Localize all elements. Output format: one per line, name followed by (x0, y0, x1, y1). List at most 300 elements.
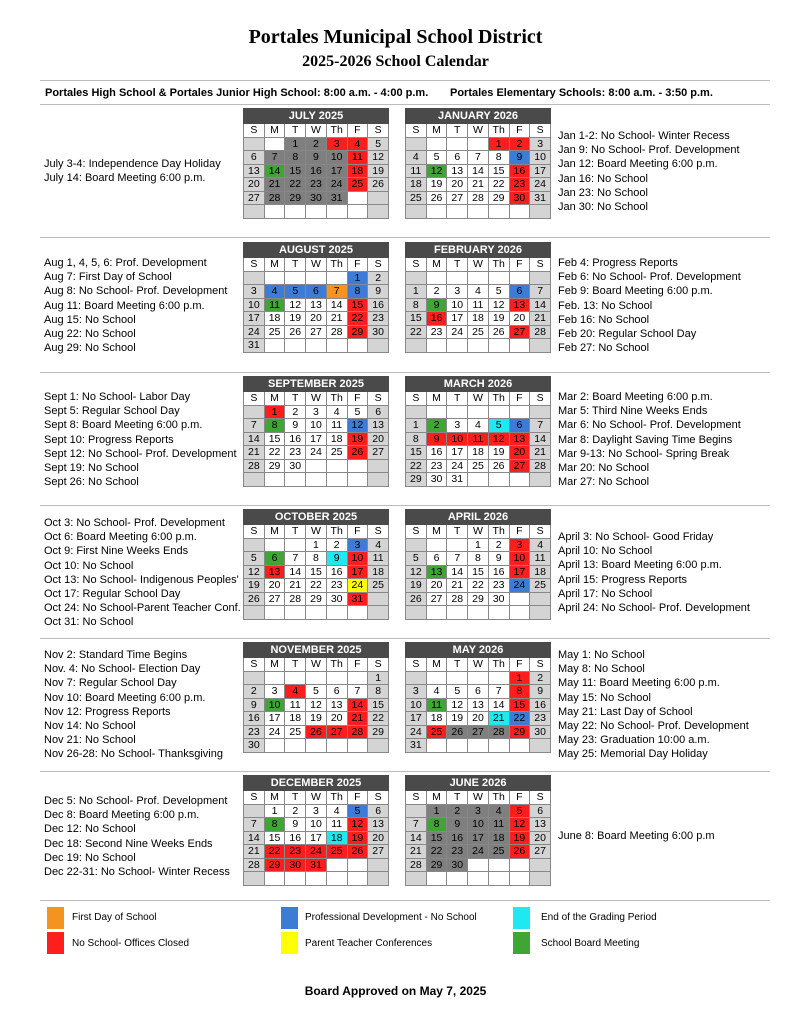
weekday-header: W (468, 392, 489, 406)
note: Sept 10: Progress Reports (44, 433, 174, 446)
day-cell: 13 (509, 432, 530, 446)
day-cell (306, 459, 327, 473)
day-cell: 22 (488, 178, 509, 192)
day-cell: 6 (306, 285, 327, 299)
day-cell: 27 (306, 325, 327, 339)
divider (40, 771, 770, 772)
note: Jan 1-2: No School- Winter Recess (558, 130, 730, 142)
weekday-header: S (244, 258, 265, 272)
day-cell: 26 (406, 592, 427, 606)
day-cell: 5 (488, 419, 509, 433)
day-cell: 7 (244, 419, 265, 433)
day-cell: 18 (488, 831, 509, 845)
day-cell: 26 (368, 178, 389, 192)
legend-label: Professional Development - No School (305, 912, 477, 923)
day-cell (509, 339, 530, 353)
day-cell: 15 (468, 565, 489, 579)
day-cell: 21 (347, 712, 368, 726)
day-cell: 25 (530, 579, 551, 593)
day-cell: 1 (285, 137, 306, 151)
note: Aug 1, 4, 5, 6: Prof. Development (44, 257, 207, 269)
day-cell: 13 (447, 164, 468, 178)
day-cell: 23 (285, 446, 306, 460)
day-cell: 14 (326, 298, 347, 312)
day-cell: 24 (264, 725, 285, 739)
note: Oct 3: No School- Prof. Development (44, 517, 225, 529)
day-cell: 25 (285, 725, 306, 739)
day-cell: 31 (530, 191, 551, 205)
notes-march (558, 390, 741, 489)
note: Oct 13: No School- Indigenous Peoples' (44, 573, 239, 586)
day-cell: 7 (488, 685, 509, 699)
day-cell (368, 739, 389, 753)
weekday-header: W (306, 658, 327, 672)
weekday-header: W (306, 124, 327, 138)
note: Aug 8: No School- Prof. Development (44, 285, 228, 298)
day-cell (468, 205, 489, 219)
day-cell (468, 137, 489, 151)
day-cell: 3 (509, 538, 530, 552)
note: Oct 6: Board Meeting 6:00 p.m. (44, 531, 197, 544)
day-cell (347, 606, 368, 620)
day-cell (468, 858, 489, 872)
day-cell: 9 (530, 685, 551, 699)
page-title: Portales Municipal School District (248, 26, 543, 48)
day-cell: 7 (326, 285, 347, 299)
day-cell: 3 (447, 285, 468, 299)
day-cell: 17 (447, 312, 468, 326)
day-cell: 1 (468, 538, 489, 552)
weekday-header: S (406, 124, 427, 138)
day-cell: 4 (468, 285, 489, 299)
weekday-header: Th (488, 124, 509, 138)
legend-label: School Board Meeting (541, 938, 640, 949)
day-cell: 13 (530, 818, 551, 832)
day-cell (264, 271, 285, 285)
day-cell: 22 (347, 312, 368, 326)
day-cell: 30 (426, 473, 447, 487)
notes-january (558, 129, 740, 214)
day-cell: 7 (244, 818, 265, 832)
day-cell: 14 (447, 565, 468, 579)
day-cell: 11 (368, 552, 389, 566)
day-cell: 25 (426, 725, 447, 739)
day-cell: 28 (530, 459, 551, 473)
day-cell (447, 405, 468, 419)
day-cell: 11 (468, 298, 489, 312)
day-cell: 20 (468, 712, 489, 726)
day-cell: 1 (264, 405, 285, 419)
note: Mar 20: No School (558, 461, 650, 474)
day-cell (244, 137, 265, 151)
day-cell: 25 (326, 845, 347, 859)
day-cell: 19 (509, 831, 530, 845)
day-cell (368, 205, 389, 219)
day-cell: 28 (447, 592, 468, 606)
day-cell (509, 473, 530, 487)
day-cell: 15 (306, 565, 327, 579)
day-cell: 16 (426, 312, 447, 326)
day-cell: 8 (468, 552, 489, 566)
day-cell: 16 (285, 432, 306, 446)
day-cell: 2 (368, 271, 389, 285)
day-cell: 28 (347, 725, 368, 739)
day-cell: 17 (244, 312, 265, 326)
weekday-header: S (406, 658, 427, 672)
weekday-header: S (530, 392, 551, 406)
day-cell: 3 (447, 419, 468, 433)
day-cell (447, 606, 468, 620)
day-cell: 28 (406, 858, 427, 872)
day-cell: 20 (509, 446, 530, 460)
day-cell (406, 271, 427, 285)
day-cell: 4 (530, 538, 551, 552)
day-cell: 31 (406, 739, 427, 753)
day-cell: 11 (468, 432, 489, 446)
day-cell: 19 (347, 432, 368, 446)
day-cell: 28 (530, 325, 551, 339)
day-cell (468, 872, 489, 886)
day-cell: 3 (530, 137, 551, 151)
weekday-header: F (509, 258, 530, 272)
day-cell: 8 (264, 818, 285, 832)
day-cell: 22 (406, 325, 427, 339)
day-cell: 8 (306, 552, 327, 566)
legend-label: No School- Offices Closed (72, 938, 190, 949)
weekday-header: S (368, 791, 389, 805)
notes-february (558, 256, 741, 355)
day-cell: 8 (264, 419, 285, 433)
day-cell: 8 (426, 818, 447, 832)
day-cell: 17 (326, 164, 347, 178)
day-cell: 21 (447, 579, 468, 593)
note: Nov 2: Standard Time Begins (44, 649, 188, 661)
day-cell (347, 191, 368, 205)
day-cell (347, 473, 368, 487)
page-subtitle: 2025-2026 School Calendar (302, 53, 489, 70)
day-cell (447, 339, 468, 353)
month-title: FEBRUARY 2026 (406, 243, 551, 258)
calendar-month (405, 642, 551, 753)
day-cell (488, 606, 509, 620)
legend-swatch-grading-end (513, 907, 530, 929)
day-cell: 6 (509, 285, 530, 299)
day-cell: 2 (509, 137, 530, 151)
note: Sept 26: No School (44, 476, 139, 489)
note: Aug 15: No School (44, 313, 136, 326)
day-cell: 7 (406, 818, 427, 832)
weekday-header: T (285, 124, 306, 138)
day-cell (406, 137, 427, 151)
day-cell: 18 (368, 565, 389, 579)
notes-august (44, 256, 227, 355)
note: Aug 29: No School (44, 342, 136, 355)
note: Nov 14: No School (44, 719, 136, 732)
weekday-header: Th (326, 392, 347, 406)
note: April 13: Board Meeting 6:00 p.m. (558, 559, 722, 572)
day-cell (285, 339, 306, 353)
calendar-month (405, 242, 551, 353)
day-cell: 6 (368, 405, 389, 419)
weekday-header: T (447, 658, 468, 672)
day-cell (368, 858, 389, 872)
note: April 17: No School (558, 587, 653, 600)
day-cell: 17 (447, 446, 468, 460)
month-title: JANUARY 2026 (406, 109, 551, 124)
day-cell (509, 405, 530, 419)
day-cell: 23 (530, 712, 551, 726)
note: Mar 8: Daylight Saving Time Begins (558, 433, 733, 446)
day-cell (368, 339, 389, 353)
note: Aug 11: Board Meeting 6:00 p.m. (44, 299, 205, 312)
weekday-header: W (468, 258, 489, 272)
day-cell: 25 (368, 579, 389, 593)
day-cell: 30 (509, 191, 530, 205)
day-cell: 6 (447, 151, 468, 165)
day-cell: 9 (426, 298, 447, 312)
day-cell: 22 (426, 845, 447, 859)
day-cell: 8 (406, 298, 427, 312)
note: May 25: Memorial Day Holiday (558, 748, 708, 761)
day-cell: 19 (406, 579, 427, 593)
day-cell: 17 (306, 432, 327, 446)
day-cell: 11 (530, 552, 551, 566)
day-cell: 10 (244, 298, 265, 312)
day-cell: 27 (530, 845, 551, 859)
day-cell: 4 (468, 419, 489, 433)
weekday-header: W (306, 791, 327, 805)
day-cell: 14 (285, 565, 306, 579)
day-cell: 1 (306, 538, 327, 552)
day-cell: 29 (285, 191, 306, 205)
note: Dec 22-31: No School- Winter Recess (44, 865, 230, 878)
day-cell (264, 739, 285, 753)
day-cell (306, 205, 327, 219)
note: April 10: No School (558, 545, 653, 558)
day-cell: 29 (509, 725, 530, 739)
day-cell: 10 (509, 552, 530, 566)
day-cell: 15 (406, 312, 427, 326)
note: Mar 5: Third Nine Weeks Ends (558, 405, 708, 418)
day-cell: 6 (368, 804, 389, 818)
day-cell: 13 (244, 164, 265, 178)
note: Feb 6: No School- Prof. Development (558, 271, 741, 284)
notes-may (558, 648, 749, 762)
note: June 8: Board Meeting 6:00 p.m (558, 830, 715, 842)
day-cell: 2 (285, 804, 306, 818)
note: April 15: Progress Reports (558, 573, 687, 586)
day-cell: 4 (368, 538, 389, 552)
day-cell (264, 538, 285, 552)
day-cell (306, 339, 327, 353)
day-cell: 1 (264, 804, 285, 818)
weekday-header: Th (488, 392, 509, 406)
day-cell: 7 (285, 552, 306, 566)
day-cell: 16 (326, 565, 347, 579)
day-cell: 22 (264, 446, 285, 460)
day-cell: 3 (244, 285, 265, 299)
day-cell: 18 (406, 178, 427, 192)
day-cell: 4 (285, 685, 306, 699)
day-cell: 5 (426, 151, 447, 165)
legend-swatch-conferences (281, 932, 298, 954)
weekday-header: Th (326, 658, 347, 672)
day-cell (285, 606, 306, 620)
divider (40, 372, 770, 373)
weekday-header: S (406, 525, 427, 539)
day-cell: 25 (347, 178, 368, 192)
day-cell: 13 (326, 698, 347, 712)
day-cell: 1 (426, 804, 447, 818)
calendar-month (405, 509, 551, 620)
day-cell: 4 (488, 804, 509, 818)
day-cell (347, 671, 368, 685)
day-cell: 2 (426, 285, 447, 299)
day-cell: 16 (306, 164, 327, 178)
divider (40, 638, 770, 639)
note: Oct 9: First Nine Weeks Ends (44, 545, 189, 558)
weekday-header: W (306, 392, 327, 406)
day-cell: 12 (347, 419, 368, 433)
day-cell: 13 (368, 818, 389, 832)
day-cell: 27 (244, 191, 265, 205)
weekday-header: T (285, 392, 306, 406)
day-cell (426, 405, 447, 419)
day-cell (447, 205, 468, 219)
day-cell: 30 (447, 858, 468, 872)
day-cell (468, 739, 489, 753)
weekday-header: F (509, 392, 530, 406)
day-cell: 5 (347, 405, 368, 419)
day-cell: 5 (406, 552, 427, 566)
day-cell (426, 671, 447, 685)
day-cell: 6 (426, 552, 447, 566)
note: Aug 7: First Day of School (44, 271, 172, 284)
weekday-header: Th (488, 791, 509, 805)
day-cell (530, 473, 551, 487)
day-cell (426, 739, 447, 753)
note: Mar 2: Board Meeting 6:00 p.m. (558, 391, 713, 403)
day-cell: 15 (509, 698, 530, 712)
day-cell (468, 405, 489, 419)
day-cell: 11 (264, 298, 285, 312)
day-cell: 29 (306, 592, 327, 606)
note: Sept 8: Board Meeting 6:00 p.m. (44, 419, 203, 432)
day-cell: 5 (488, 285, 509, 299)
day-cell: 28 (244, 858, 265, 872)
day-cell: 2 (426, 419, 447, 433)
day-cell (285, 671, 306, 685)
calendar-month (405, 376, 551, 487)
divider (40, 505, 770, 506)
day-cell: 7 (447, 552, 468, 566)
day-cell: 31 (306, 858, 327, 872)
day-cell: 28 (488, 725, 509, 739)
day-cell (509, 739, 530, 753)
day-cell (509, 858, 530, 872)
calendar-month (243, 376, 389, 487)
day-cell: 19 (244, 579, 265, 593)
day-cell: 17 (530, 164, 551, 178)
note: Dec 19: No School (44, 851, 136, 864)
day-cell (264, 872, 285, 886)
month-title: MAY 2026 (406, 643, 551, 658)
day-cell (488, 872, 509, 886)
day-cell: 4 (406, 151, 427, 165)
day-cell: 9 (285, 818, 306, 832)
day-cell: 20 (264, 579, 285, 593)
day-cell: 31 (447, 473, 468, 487)
day-cell: 3 (264, 685, 285, 699)
day-cell: 18 (326, 432, 347, 446)
day-cell (244, 538, 265, 552)
weekday-header: S (406, 392, 427, 406)
day-cell: 20 (306, 312, 327, 326)
weekday-header: M (264, 658, 285, 672)
day-cell (326, 271, 347, 285)
day-cell (326, 473, 347, 487)
day-cell: 3 (347, 538, 368, 552)
notes-september (44, 390, 237, 489)
day-cell (406, 339, 427, 353)
day-cell (285, 473, 306, 487)
day-cell: 30 (530, 725, 551, 739)
day-cell: 22 (368, 712, 389, 726)
day-cell: 26 (488, 459, 509, 473)
day-cell: 30 (488, 592, 509, 606)
day-cell: 11 (326, 419, 347, 433)
day-cell (285, 872, 306, 886)
day-cell: 16 (285, 831, 306, 845)
day-cell: 6 (468, 685, 489, 699)
day-cell (488, 271, 509, 285)
day-cell: 27 (426, 592, 447, 606)
day-cell: 18 (468, 312, 489, 326)
day-cell: 9 (285, 419, 306, 433)
day-cell (488, 473, 509, 487)
day-cell: 9 (447, 818, 468, 832)
weekday-header: F (347, 392, 368, 406)
day-cell: 10 (406, 698, 427, 712)
day-cell: 12 (509, 818, 530, 832)
day-cell: 25 (406, 191, 427, 205)
day-cell: 11 (488, 818, 509, 832)
day-cell: 12 (347, 818, 368, 832)
day-cell: 23 (285, 845, 306, 859)
weekday-header: M (426, 791, 447, 805)
day-cell: 25 (264, 325, 285, 339)
day-cell (530, 592, 551, 606)
calendar-month (243, 108, 389, 219)
day-cell: 26 (509, 845, 530, 859)
day-cell (285, 739, 306, 753)
legend-swatch-no-school (47, 932, 64, 954)
legend-label: End of the Grading Period (541, 912, 657, 923)
day-cell: 2 (530, 671, 551, 685)
day-cell (426, 872, 447, 886)
weekday-header: M (426, 258, 447, 272)
day-cell: 10 (447, 432, 468, 446)
day-cell (468, 473, 489, 487)
day-cell (306, 872, 327, 886)
note: Oct 31: No School (44, 616, 134, 629)
weekday-header: Th (488, 258, 509, 272)
day-cell: 14 (488, 698, 509, 712)
legend-label: Parent Teacher Conferences (305, 938, 433, 949)
day-cell: 16 (447, 831, 468, 845)
day-cell (530, 271, 551, 285)
day-cell: 6 (326, 685, 347, 699)
